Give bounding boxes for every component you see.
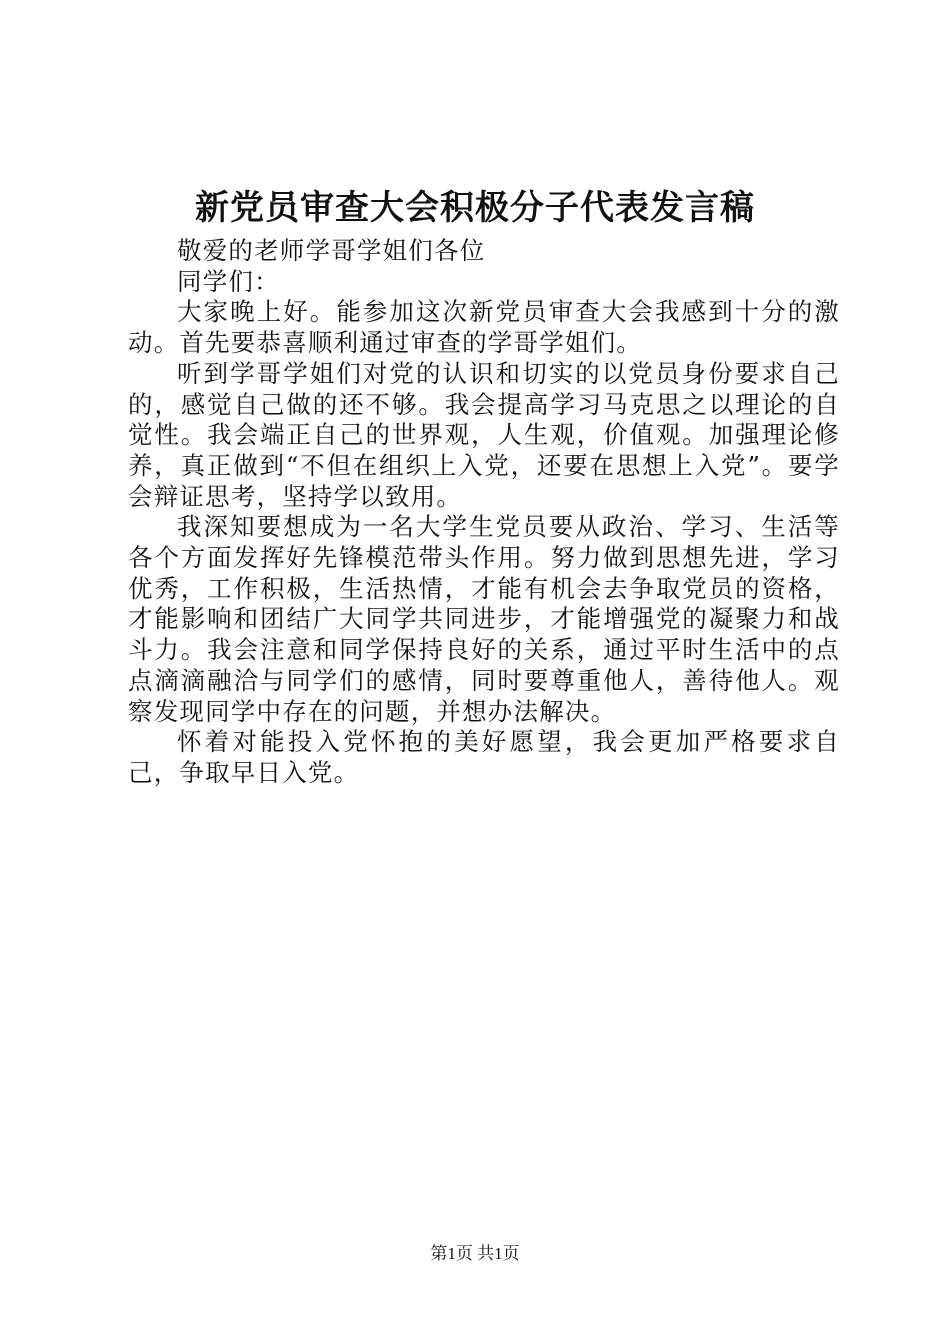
page-footer: 第1页 共1页 xyxy=(430,1244,520,1263)
paragraph-reflection: 听到学哥学姐们对党的认识和切实的以党员身份要求自己的，感觉自己做的还不够。我会提高学习马克思之以理论的自觉性。我会端正自己的世界观，人生观，价值观。加强理论修养，真正做到“不但在组织上入党，还要在思想上入党”。要学会辩证思考，坚持学以致用。 xyxy=(128,358,840,511)
salutation-line-1: 敬爱的老师学哥学姐们各位 xyxy=(177,236,486,265)
document-title: 新党员审查大会积极分子代表发言稿 xyxy=(195,188,755,228)
document-body xyxy=(128,236,840,789)
paragraph-greeting: 大家晚上好。能参加这次新党员审查大会我感到十分的激动。首先要恭喜顺利通过审查的学哥学姐们。 xyxy=(128,297,840,358)
paragraph-closing: 怀着对能投入党怀抱的美好愿望，我会更加严格要求自己，争取早日入党。 xyxy=(128,727,840,787)
paragraph-commitment: 我深知要想成为一名大学生党员要从政治、学习、生活等各个方面发挥好先锋模范带头作用。努力做到思想先进，学习优秀，工作积极，生活热情，才能有机会去争取党员的资格，才能影响和团结广大同学共同进步，才能增强党的凝聚力和战斗力。我会注意和同学保持良好的关系，通过平时生活中的点点滴滴融洽与同学们的感情，同时要尊重他人，善待他人。观察发现同学中存在的问题，并想办法解决。 xyxy=(128,512,840,726)
salutation-line-2: 同学们： xyxy=(177,266,280,296)
